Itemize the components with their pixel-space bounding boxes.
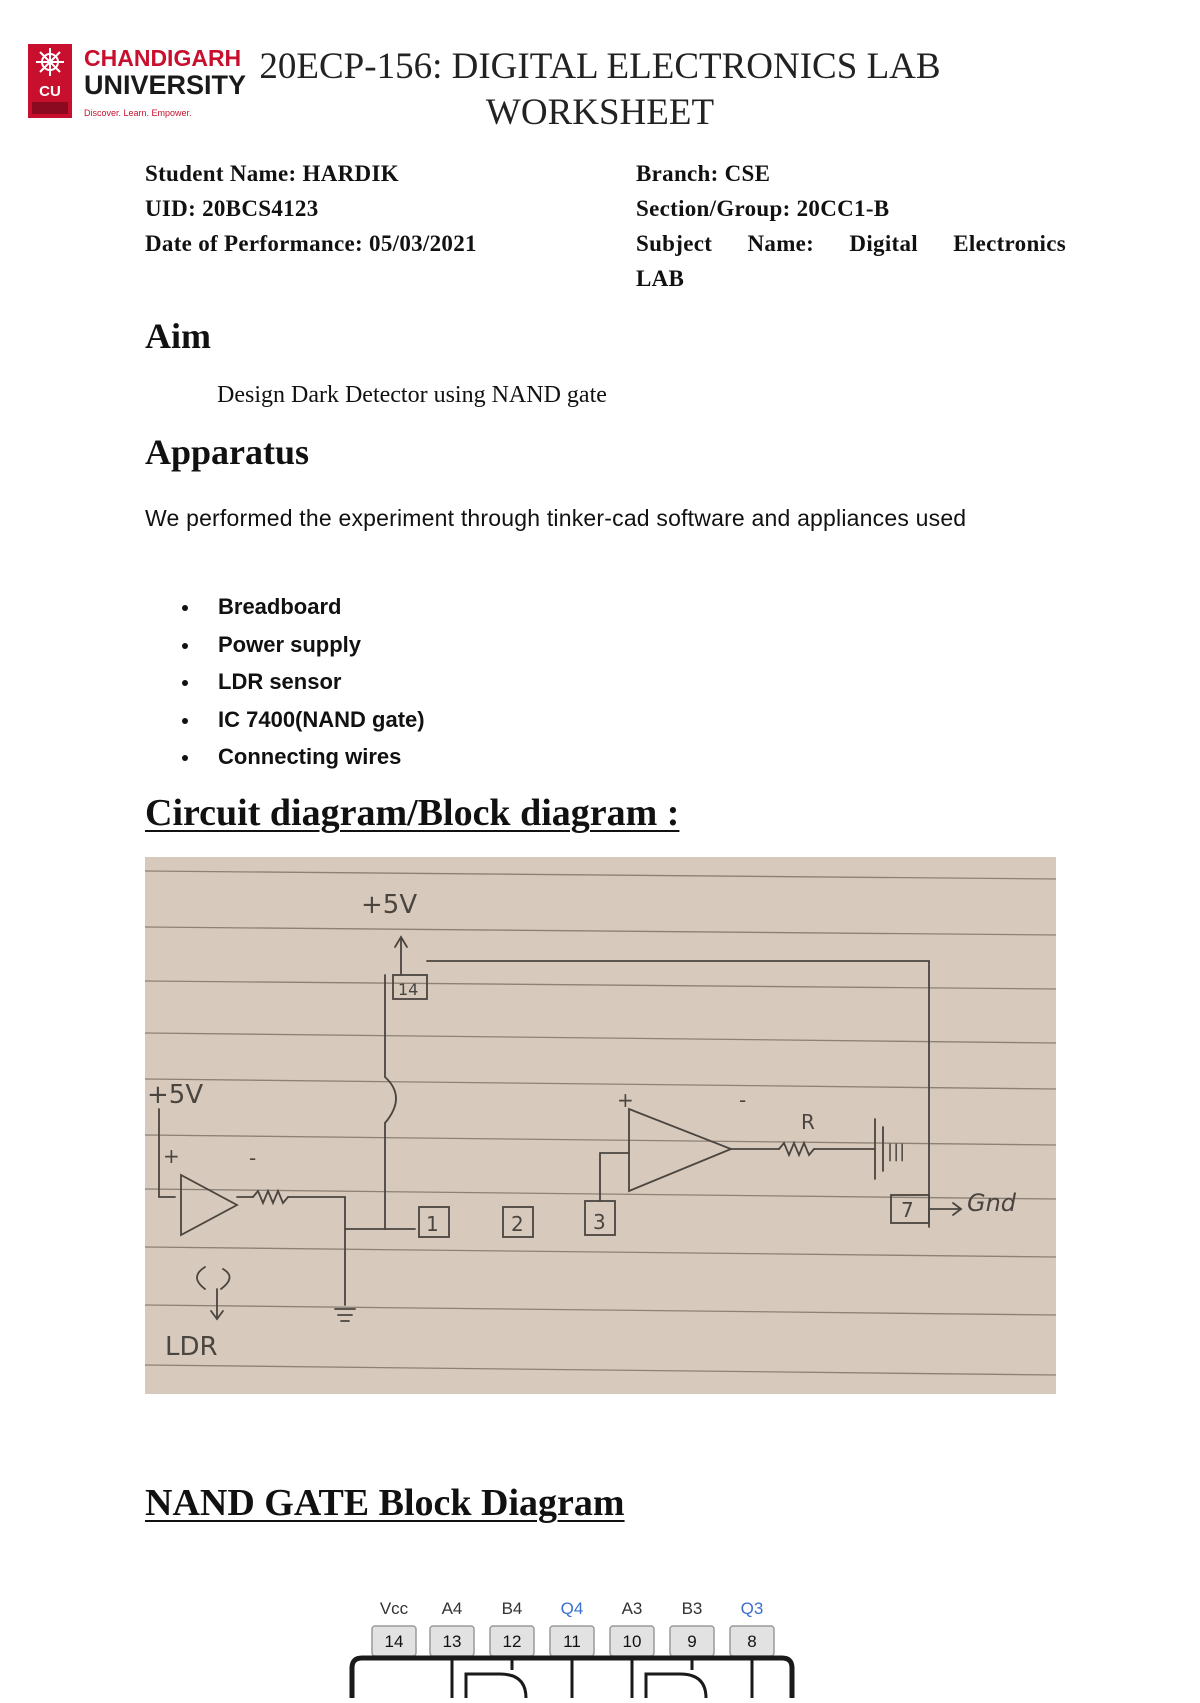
label-pin14: 14 [398,980,419,999]
pin-name-vcc: Vcc [379,1599,409,1618]
student-name: Student Name: HARDIK [145,161,399,186]
student-info-left [145,156,615,261]
label-pin3: 3 [593,1210,606,1234]
aim-heading: Aim [145,316,211,356]
title-line-1: 20ECP-156: DIGITAL ELECTRONICS LAB [259,46,941,87]
worksheet-title [230,44,970,136]
label-minus-1: - [249,1146,257,1170]
performance-date: Date of Performance: 05/03/2021 [145,231,477,256]
pin-name-q3: Q3 [740,1599,764,1618]
list-item: Connecting wires [172,738,425,776]
pin-number: 14 [384,1632,404,1651]
label-plus-2: + [617,1088,634,1112]
pin-name-a4: A4 [441,1599,463,1618]
logo-badge-text: CU [39,83,61,100]
branch: Branch: CSE [636,161,771,186]
list-item: IC 7400(NAND gate) [172,701,425,739]
student-info-right [636,156,1066,296]
pin-number: 8 [747,1632,757,1651]
label-battery: ||| [887,1141,906,1162]
label-pin7: 7 [901,1198,914,1222]
label-ldr: LDR [165,1332,218,1362]
pin-number: 10 [622,1632,642,1651]
aim-text: Design Dark Detector using NAND gate [217,382,607,408]
subject-name-cont: LAB [636,266,685,291]
circuit-photo [145,857,1056,1394]
apparatus-heading: Apparatus [145,432,310,472]
pin-number: 13 [442,1632,462,1651]
logo-emblem-icon [36,48,64,76]
list-item: LDR sensor [172,663,425,701]
label-gnd: Gnd [967,1189,1017,1217]
label-vcc-top: +5V [361,890,418,920]
section-group: Section/Group: 20CC1-B [636,196,890,221]
gate-wiring [452,1658,752,1698]
pin-number: 11 [563,1632,581,1651]
student-uid: UID: 20BCS4123 [145,196,319,221]
title-line-2: WORKSHEET [485,92,715,133]
pin-number: 12 [502,1632,522,1651]
apparatus-text: We performed the experiment through tinker-cad software and appliances used [145,505,967,531]
circuit-heading: Circuit diagram/Block diagram : [145,792,680,834]
logo-line2: UNIVERSITY [84,70,247,100]
pin-number: 9 [687,1632,697,1651]
university-logo [28,44,247,122]
logo-line1: CHANDIGARH [84,45,242,71]
pin-name-q4: Q4 [560,1599,584,1618]
label-minus-2: - [739,1088,747,1112]
list-item: Breadboard [172,588,425,626]
label-pin1: 1 [426,1212,439,1236]
pin-name-b4: B4 [501,1599,523,1618]
nand-heading: NAND GATE Block Diagram [145,1482,625,1524]
apparatus-list [172,588,425,776]
label-resistor: R [801,1110,815,1134]
subject-name: Subject Name: Digital Electronics [636,231,1066,256]
label-pin2: 2 [511,1212,524,1236]
logo-tagline: Discover. Learn. Empower. [84,108,192,118]
pin-name-b3: B3 [681,1599,703,1618]
list-item: Power supply [172,626,425,664]
pin-name-a3: A3 [621,1599,643,1618]
nand-ic-diagram [340,1596,810,1698]
label-vcc-left: +5V [147,1080,204,1110]
label-plus-1: + [163,1144,180,1168]
